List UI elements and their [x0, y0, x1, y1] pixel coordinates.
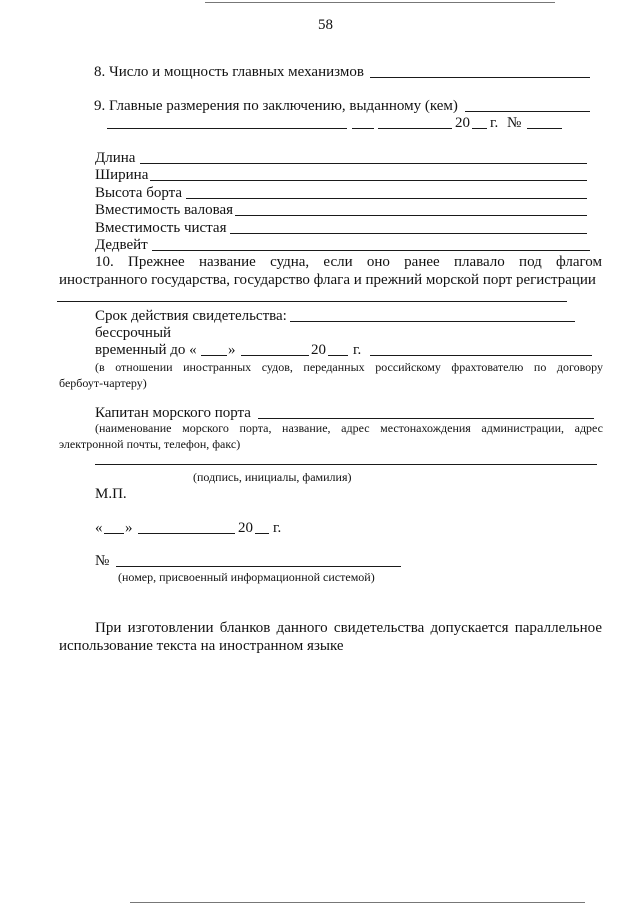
- signature-line: [95, 464, 597, 465]
- signature-caption: (подпись, инициалы, фамилия): [193, 470, 352, 484]
- item9-year-prefix: 20: [455, 115, 470, 131]
- page-number: 58: [318, 17, 333, 33]
- registry-number-sign: №: [95, 553, 110, 569]
- dimension-depth-label: Высота борта: [95, 185, 183, 201]
- registry-caption: (номер, присвоенный информационной системой): [118, 570, 375, 584]
- item9-year-suffix: г.: [490, 115, 499, 131]
- validity-note-line2: бербоут-чартеру): [59, 376, 147, 390]
- item9-issuer-line: [107, 128, 347, 129]
- validity-temporary-close: »: [228, 342, 236, 358]
- captain-blank-line: [258, 418, 594, 419]
- validity-temporary-prefix: временный до «: [95, 342, 197, 358]
- scan-edge-top: [205, 2, 555, 3]
- item9-month-line: [378, 128, 452, 129]
- date-open-quote: «: [95, 520, 103, 536]
- dimension-gross-tonnage-label: Вместимость валовая: [95, 202, 234, 218]
- date-year-prefix: 20: [238, 520, 253, 536]
- item8-blank-line: [370, 77, 590, 78]
- validity-label: Срок действия свидетельства:: [95, 308, 287, 324]
- item9-year-line: [472, 128, 487, 129]
- item8-label: 8. Число и мощность главных механизмов: [94, 64, 364, 80]
- item9-label: 9. Главные размерения по заключению, выданному (кем): [94, 98, 458, 114]
- scan-edge-bottom: [130, 902, 585, 903]
- validity-month-line: [241, 355, 309, 356]
- footer-line2: использование текста на иностранном языке: [59, 638, 344, 654]
- seal-mark: М.П.: [95, 486, 127, 502]
- dimension-net-tonnage-label: Вместимость чистая: [95, 220, 227, 236]
- captain-note-line1: (наименование морского порта, название, адрес местонахождения администрации, адрес: [95, 421, 603, 435]
- captain-note-line2: электронной почты, телефон, факс): [59, 437, 241, 451]
- item10-blank-line: [57, 301, 567, 302]
- validity-blank-line: [290, 321, 575, 322]
- item9-number-sign: №: [507, 115, 522, 131]
- dimension-deadweight-line: [152, 250, 590, 251]
- dimension-depth-line: [186, 198, 587, 199]
- validity-year-line: [328, 355, 348, 356]
- date-year-suffix: г.: [273, 520, 282, 536]
- captain-label: Капитан морского порта: [95, 405, 251, 421]
- validity-permanent: бессрочный: [95, 325, 172, 341]
- validity-extra-line: [370, 355, 592, 356]
- item10-line1: 10. Прежнее название судна, если оно ранее плавало под флагом: [95, 254, 602, 270]
- footer-line1: При изготовлении бланков данного свидетельства допускается параллельное: [95, 620, 602, 636]
- dimension-width-label: Ширина: [95, 167, 149, 183]
- item9-day-line: [352, 128, 374, 129]
- validity-note-line1: (в отношении иностранных судов, переданных российскому фрахтователю по договору: [95, 360, 603, 374]
- date-day-line: [104, 533, 124, 534]
- dimension-net-tonnage-line: [230, 233, 587, 234]
- dimension-gross-tonnage-line: [235, 215, 587, 216]
- validity-year-prefix: 20: [311, 342, 326, 358]
- date-year-line: [255, 533, 269, 534]
- date-month-line: [138, 533, 235, 534]
- item9-blank-line-1: [465, 111, 590, 112]
- item9-number-line: [527, 128, 562, 129]
- dimension-width-line: [150, 180, 587, 181]
- dimension-deadweight-label: Дедвейт: [95, 237, 148, 253]
- item10-line2: иностранного государства, государство флага и прежний морской порт регистрации: [59, 272, 596, 288]
- date-close-quote: »: [125, 520, 133, 536]
- dimension-length-line: [140, 163, 587, 164]
- validity-year-suffix: г.: [353, 342, 362, 358]
- registry-number-line: [116, 566, 401, 567]
- dimension-length-label: Длина: [95, 150, 136, 166]
- validity-day-line: [201, 355, 227, 356]
